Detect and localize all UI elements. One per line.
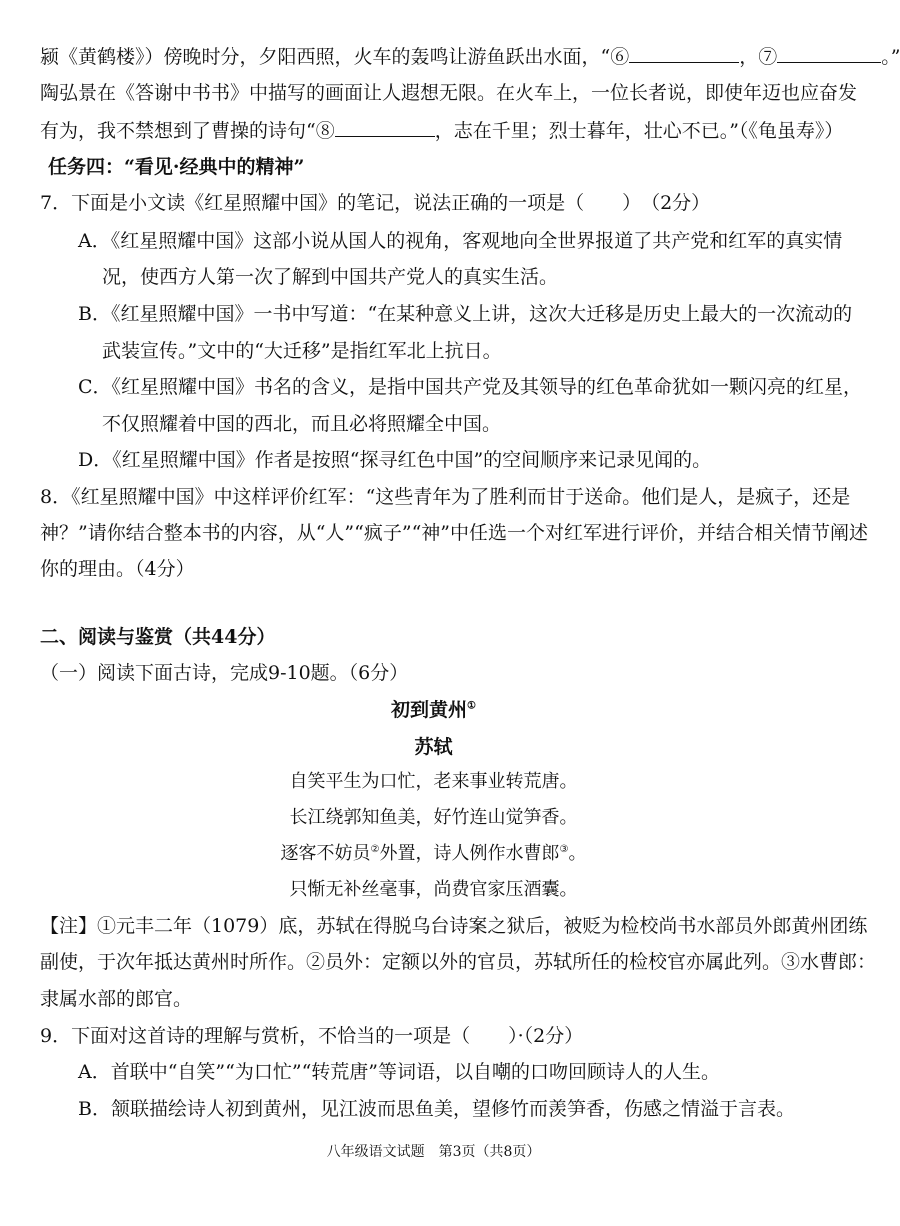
option-d: D．《红星照耀中国》作者是按照“探寻红色中国”的空间顺序来记录见闻的。 <box>78 449 712 471</box>
notes-line2: 副使，于次年抵达黄州时所作。②员外：定额以外的官员，苏轼所任的检校官亦属此列。③水曹郎： <box>40 951 877 973</box>
text-fragment: 有为，我不禁想到了曹操的诗句“⑧ <box>40 120 335 142</box>
text-fragment: ，⑦ <box>739 46 778 68</box>
text-line <box>40 118 844 143</box>
answer-blank-7 <box>777 44 881 63</box>
option-a-cont: 况，使西方人第一次了解到中国共产党人的真实生活。 <box>102 266 559 288</box>
text-fragment: 。” <box>881 46 900 68</box>
poem-line-1: 自笑平生为口忙，老来事业转荒唐。 <box>289 771 578 792</box>
poem-line-2: 长江绕郭知鱼美，好竹连山觉笋香。 <box>289 807 578 828</box>
footnote-mark: ③ <box>559 844 569 855</box>
poem-fragment: 。 <box>568 843 587 864</box>
option-b: B．颔联描绘诗人初到黄州，见江波而思鱼美，望修竹而羡笋香，伤感之情溢于言表。 <box>78 1098 795 1120</box>
answer-blank-8 <box>335 118 435 137</box>
option-b: B．《红星照耀中国》一书中写道：“在某种意义上讲，这次大迁移是历史上最大的一次流动的 <box>78 303 853 325</box>
text-line: 陶弘景在《答谢中书书》中描写的画面让人遐想无限。在火车上，一位长者说，即使年迈也应奋发 <box>40 82 858 104</box>
option-b-cont: 武装宣传。”文中的“大迁移”是指红军北上抗日。 <box>102 340 502 362</box>
poem-title-text: 初到黄州 <box>391 699 468 721</box>
question-8-line3: 你的理由。（4分） <box>40 558 195 580</box>
notes-line3: 隶属水部的郎官。 <box>40 988 193 1010</box>
footnote-mark: ② <box>370 844 380 855</box>
question-8-line1: 8．《红星照耀中国》中这样评价红军：“这些青年为了胜利而甘于送命。他们是人，是疯子，还是 <box>40 486 851 508</box>
poem-line-4: 只惭无补丝毫事，尚费官家压酒囊。 <box>289 879 578 900</box>
text-fragment: ，志在千里；烈士暮年，壮心不已。”（《龟虽寿》） <box>434 120 844 142</box>
poem-author: 苏轼 <box>414 736 453 758</box>
text-fragment: 颍《黄鹤楼》）傍晚时分，夕阳西照，火车的轰鸣让游鱼跃出水面，“⑥ <box>40 46 630 68</box>
option-c: C．《红星照耀中国》书名的含义，是指中国共产党及其领导的红色革命犹如一颗闪亮的红星， <box>78 376 863 398</box>
footnote-mark: ① <box>467 700 476 712</box>
question-9-stem: 9．下面对这首诗的理解与赏析，不恰当的一项是（ ）·（2分） <box>40 1025 584 1047</box>
question-8-line2: 神？”请你结合整本书的内容，从“人”“疯子”“神”中任选一个对红军进行评价，并结合相关情节阐述 <box>40 522 868 544</box>
text-line <box>40 44 900 69</box>
poem-line-3 <box>0 842 867 866</box>
option-a: A．《红星照耀中国》这部小说从国人的视角，客观地向全世界报道了共产党和红军的真实情 <box>78 230 843 252</box>
option-a: A．首联中“自笑”“为口忙”“转荒唐”等词语，以自嘲的口吻回顾诗人的人生。 <box>78 1061 721 1083</box>
option-c-cont: 不仅照耀着中国的西北，而且必将照耀全中国。 <box>102 413 502 435</box>
question-7-stem: 7．下面是小文读《红星照耀中国》的笔记，说法正确的一项是（ ） （2分） <box>40 192 711 214</box>
page-footer: 八年级语文试题 第3页（共8页） <box>326 1144 541 1160</box>
task-heading: 任务四：“看见·经典中的精神” <box>48 156 305 178</box>
poem-fragment: 外置，诗人例作水曹郎 <box>379 843 560 864</box>
part-instruction: （一）阅读下面古诗，完成9-10题。（6分） <box>40 662 409 684</box>
notes-line1: 【注】①元丰二年（1079）底，苏轼在得脱乌台诗案之狱后，被贬为检校尚书水部员外郎黄州团练 <box>40 915 868 937</box>
poem-title <box>0 698 867 722</box>
section-heading: 二、阅读与鉴赏（共44分） <box>40 626 276 648</box>
poem-fragment: 逐客不妨员 <box>280 843 371 864</box>
answer-blank-6 <box>629 44 739 63</box>
